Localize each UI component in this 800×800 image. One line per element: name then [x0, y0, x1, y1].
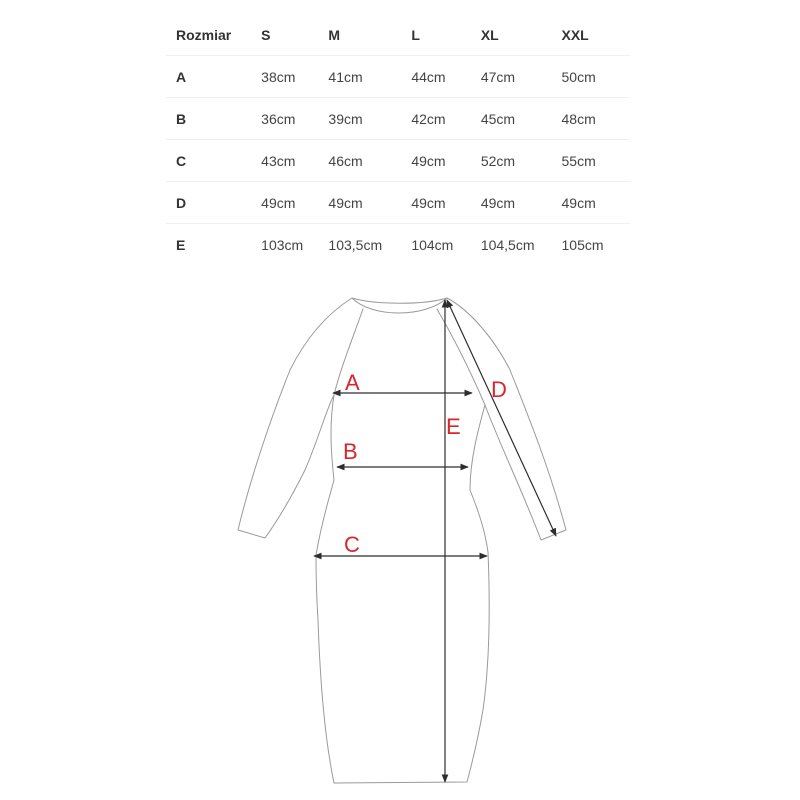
measure-line-d	[447, 300, 556, 536]
table-cell: 46cm	[318, 140, 401, 182]
table-cell: 41cm	[318, 56, 401, 98]
table-cell: 104,5cm	[480, 236, 535, 253]
measure-label-c: C	[344, 532, 360, 557]
table-row	[166, 224, 630, 266]
measure-label-d: D	[491, 377, 507, 402]
table-cell: 103,5cm	[328, 236, 383, 253]
table-cell: 49cm	[318, 182, 401, 224]
table-cell: 36cm	[251, 98, 318, 140]
row-label: C	[166, 140, 251, 182]
header-size-xl: XL	[471, 14, 552, 56]
table-cell: 47cm	[471, 56, 552, 98]
dress-body-outline	[238, 298, 566, 783]
table-cell: 105cm	[561, 236, 604, 253]
table-row	[166, 140, 630, 182]
header-size-xxl: XXL	[552, 14, 631, 56]
header-size-l: L	[401, 14, 470, 56]
table-cell: 49cm	[251, 182, 318, 224]
neckline	[352, 298, 447, 313]
measure-label-a: A	[345, 370, 360, 395]
table-cell: 43cm	[251, 140, 318, 182]
measure-label-b: B	[343, 439, 358, 464]
row-label: A	[166, 56, 251, 98]
table-cell: 103cm	[261, 236, 304, 253]
table-cell: 48cm	[552, 98, 631, 140]
table-cell: 50cm	[552, 56, 631, 98]
table-cell: 49cm	[401, 140, 470, 182]
dress-outline	[238, 298, 566, 783]
header-rozmiar: Rozmiar	[166, 14, 251, 56]
header-size-m: M	[318, 14, 401, 56]
table-row	[166, 98, 630, 140]
table-cell: 45cm	[471, 98, 552, 140]
row-label: D	[166, 182, 251, 224]
dress-measurement-diagram	[0, 280, 800, 800]
table-cell: 49cm	[401, 182, 470, 224]
header-size-s: S	[251, 14, 318, 56]
table-row	[166, 182, 630, 224]
measure-label-e: E	[446, 414, 461, 439]
table-cell: 44cm	[401, 56, 470, 98]
table-cell: 39cm	[318, 98, 401, 140]
row-label: B	[166, 98, 251, 140]
table-cell: 55cm	[552, 140, 631, 182]
size-chart-table	[166, 14, 630, 265]
table-cell: 49cm	[471, 182, 552, 224]
table-row	[166, 56, 630, 98]
table-cell: 42cm	[401, 98, 470, 140]
table-cell: 52cm	[471, 140, 552, 182]
table-cell: 49cm	[552, 182, 631, 224]
table-cell: 104cm	[411, 236, 454, 253]
table-cell: 38cm	[251, 56, 318, 98]
row-label: E	[176, 236, 186, 253]
table-header-row	[166, 14, 630, 56]
